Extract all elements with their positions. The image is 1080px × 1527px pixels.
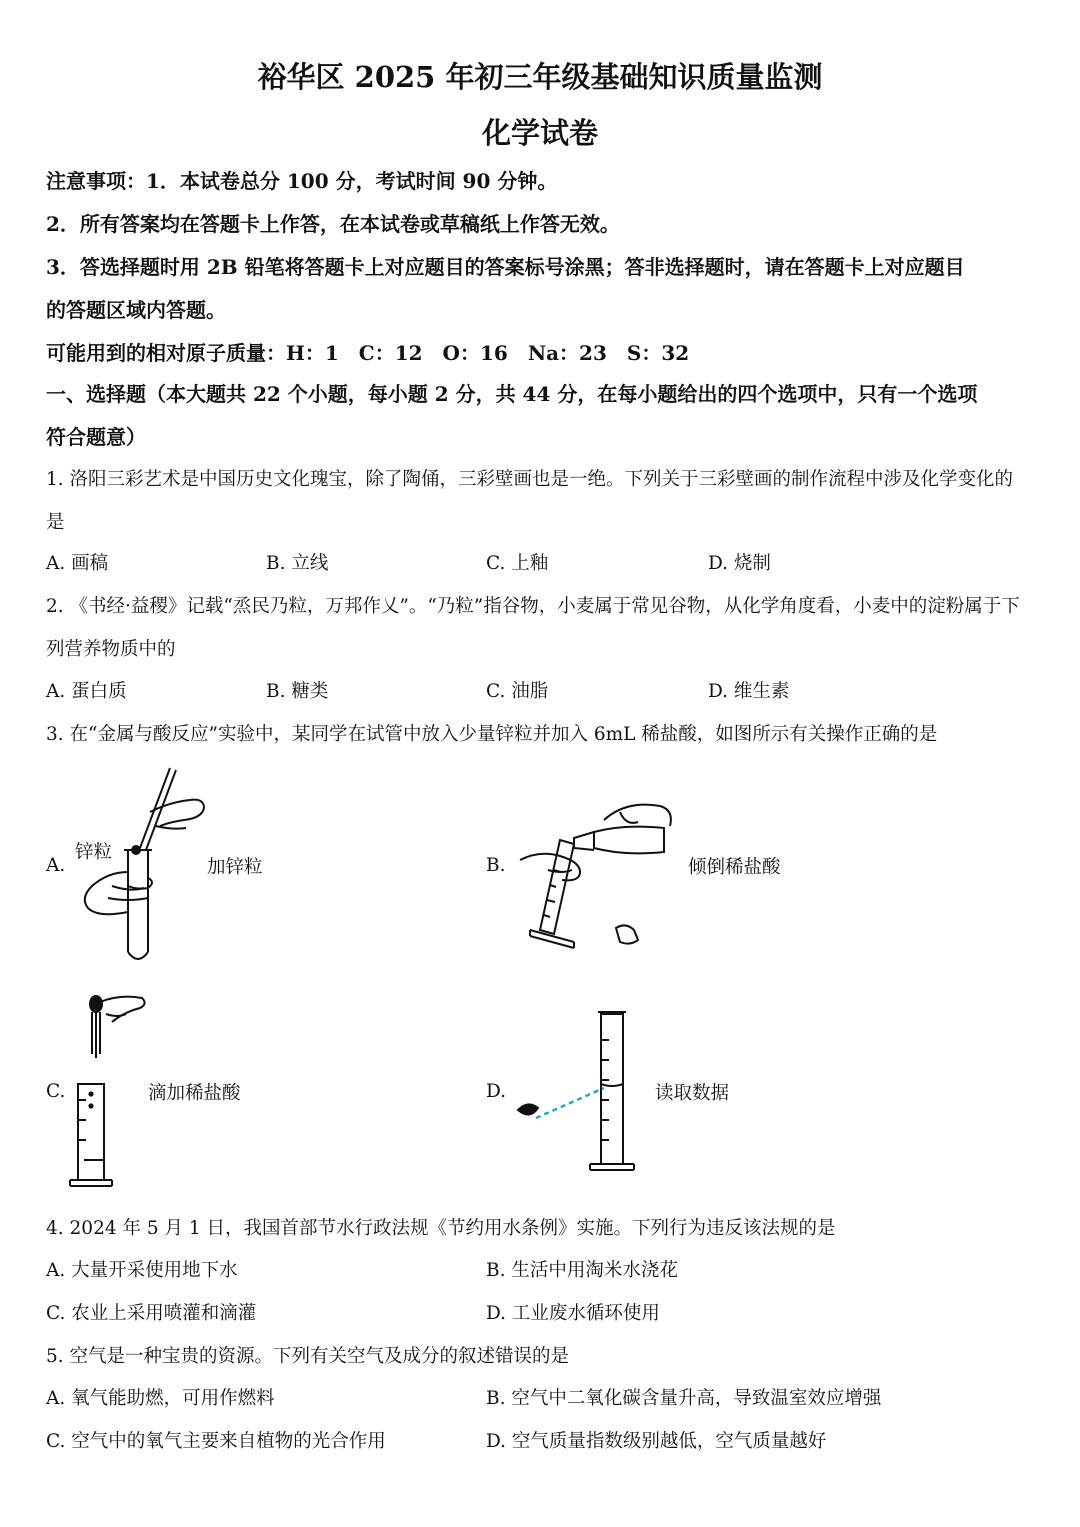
q4-option-a: A. 大量开采使用地下水 (46, 1260, 238, 1281)
q3-zinc-granule-tag: 锌粒 (75, 842, 113, 863)
q3-option-a-letter: A. (46, 855, 66, 876)
q1-option-b: B. 立线 (266, 553, 329, 574)
q2-option-a: A. 蛋白质 (46, 681, 127, 702)
notes-line-2: 2．所有答案均在答题卡上作答，在本试卷或草稿纸上作答无效。 (46, 212, 620, 236)
q2-option-b: B. 糖类 (266, 681, 329, 702)
q3-option-c-label: 滴加稀盐酸 (148, 1083, 241, 1104)
q5-option-d: D. 空气质量指数级别越低，空气质量越好 (486, 1431, 827, 1452)
q5-stem: 5. 空气是一种宝贵的资源。下列有关空气及成分的叙述错误的是 (46, 1346, 570, 1367)
figure-b-pouring-acid (520, 805, 671, 948)
q1-option-c: C. 上釉 (486, 553, 549, 574)
notes-line-3a: 3．答选择题时用 2B 铅笔将答题卡上对应题目的答案标号涂黑；答非选择题时，请在答题卡上对应题目 (46, 255, 965, 279)
q5-option-a: A. 氧气能助燃，可用作燃料 (46, 1388, 275, 1409)
atomic-masses: 可能用到的相对原子质量：H：1 C：12 O：16 Na：23 S：32 (46, 341, 690, 365)
q3-option-c-letter: C. (46, 1081, 66, 1102)
section-heading-line-2: 符合题意） (46, 425, 146, 449)
q2-stem-line-2: 列营养物质中的 (46, 639, 176, 660)
q3-option-b-label: 倾倒稀盐酸 (688, 857, 781, 878)
exam-subtitle: 化学试卷 (481, 116, 598, 150)
q1-stem-line-2: 是 (46, 512, 65, 533)
q3-option-d-label: 读取数据 (655, 1083, 730, 1104)
q3-stem: 3. 在“金属与酸反应”实验中，某同学在试管中放入少量锌粒并加入 6mL 稀盐酸，如图所示有关操作正确的是 (46, 724, 938, 745)
q3-option-b-letter: B. (486, 855, 506, 876)
q4-stem: 4. 2024 年 5 月 1 日，我国首部节水行政法规《节约用水条例》实施。下列行为违反该法规的是 (46, 1218, 836, 1239)
q5-option-c: C. 空气中的氧气主要来自植物的光合作用 (46, 1431, 386, 1452)
q2-option-d: D. 维生素 (708, 681, 790, 702)
exam-title: 裕华区 2025 年初三年级基础知识质量监测 (257, 60, 823, 94)
q2-option-c: C. 油脂 (486, 681, 549, 702)
q2-stem-line-1: 2. 《书经·益稷》记载“烝民乃粒，万邦作乂”。“乃粒”指谷物，小麦属于常见谷物，从化学角度看，小麦中的淀粉属于下 (46, 596, 1020, 617)
q1-option-d: D. 烧制 (708, 553, 771, 574)
q4-option-c: C. 农业上采用喷灌和滴灌 (46, 1303, 257, 1324)
q3-option-d-letter: D. (486, 1081, 507, 1102)
notes-line-1: 注意事项：1．本试卷总分 100 分，考试时间 90 分钟。 (46, 169, 558, 193)
q4-option-d: D. 工业废水循环使用 (486, 1303, 660, 1324)
q4-option-b: B. 生活中用淘米水浇花 (486, 1260, 678, 1281)
figure-d-reading-volume (518, 1012, 634, 1170)
notes-line-3b: 的答题区域内答题。 (46, 298, 226, 322)
figure-c-dropping-acid (70, 996, 145, 1186)
section-heading-line-1: 一、选择题（本大题共 22 个小题，每小题 2 分，共 44 分，在每小题给出的四个选项中，只有一个选项 (46, 382, 978, 406)
q5-option-b: B. 空气中二氧化碳含量升高，导致温室效应增强 (486, 1388, 882, 1409)
q1-stem-line-1: 1. 洛阳三彩艺术是中国历史文化瑰宝，除了陶俑，三彩壁画也是一绝。下列关于三彩壁画的制作流程中涉及化学变化的 (46, 469, 1014, 490)
q1-option-a: A. 画稿 (46, 553, 109, 574)
figure-a-adding-zinc (85, 768, 204, 959)
q3-option-a-label: 加锌粒 (207, 857, 263, 878)
